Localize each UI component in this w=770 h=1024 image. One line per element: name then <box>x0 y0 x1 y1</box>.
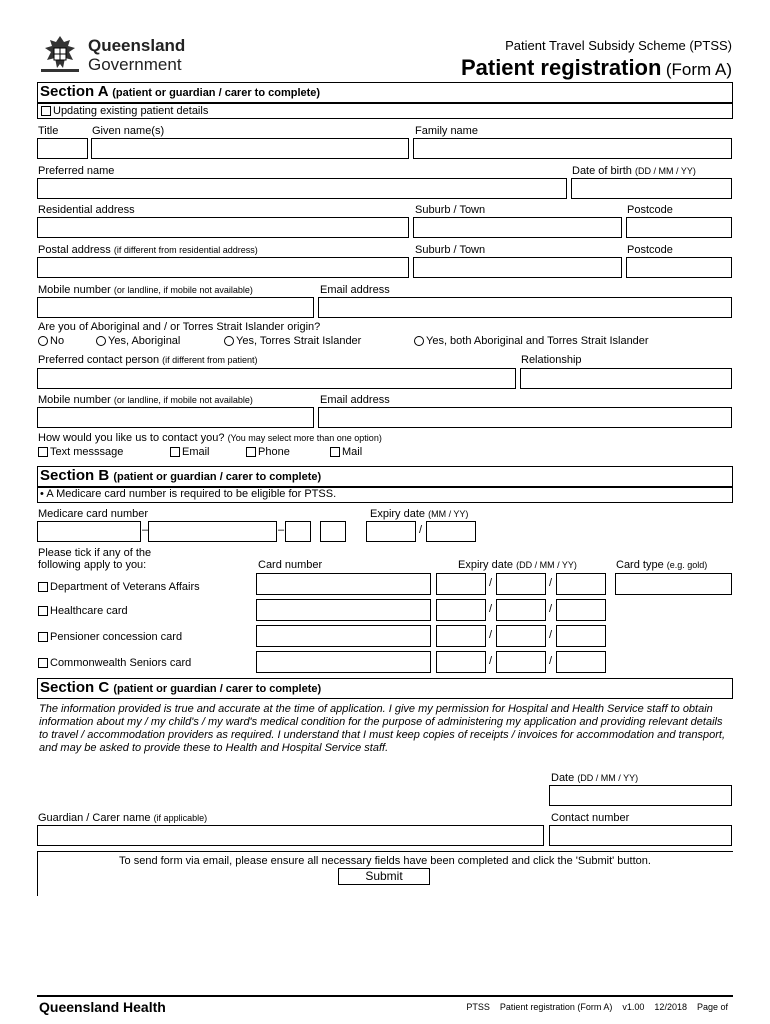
res-postcode-field[interactable] <box>626 217 732 238</box>
contact-person-label: Preferred contact person (if different from patient) <box>38 354 258 366</box>
dva-expiry-mm[interactable] <box>496 573 546 595</box>
contact-phone-label: Phone <box>258 446 290 458</box>
origin-no-radio[interactable] <box>38 336 48 346</box>
title-label: Title <box>38 125 59 137</box>
contact-mobile-label: Mobile number (or landline, if mobile not available) <box>38 394 253 406</box>
title-main: Patient registration <box>460 55 662 80</box>
contact-text-checkbox[interactable] <box>38 447 48 457</box>
contact-mail-label: Mail <box>342 446 363 458</box>
origin-no-label: No <box>50 335 65 347</box>
healthcare-expiry-yy[interactable] <box>556 599 606 621</box>
healthcare-card-number[interactable] <box>256 599 431 621</box>
dva-label: Department of Veterans Affairs <box>50 581 200 593</box>
card-type-label: Card type (e.g. gold) <box>616 559 708 571</box>
page-title <box>461 55 732 81</box>
contact-email-field[interactable] <box>318 407 732 428</box>
qld-government-logo <box>37 34 83 74</box>
seniors-card-number[interactable] <box>256 651 431 673</box>
pensioner-expiry-yy[interactable] <box>556 625 606 647</box>
contact-number-label: Contact number <box>551 812 630 824</box>
medicare-part1[interactable] <box>37 521 141 542</box>
section-b-title: Section B (patient or guardian / carer to complete) <box>40 467 322 484</box>
updating-checkbox[interactable] <box>41 106 51 116</box>
medicare-number-label: Medicare card number <box>38 508 149 520</box>
relationship-field[interactable] <box>520 368 732 389</box>
dob-label: Date of birth (DD / MM / YY) <box>572 165 696 177</box>
res-suburb-label: Suburb / Town <box>415 204 486 216</box>
contact-mobile-field[interactable] <box>37 407 314 428</box>
brand-line2: Government <box>88 55 182 74</box>
contact-email-checkbox[interactable] <box>170 447 180 457</box>
submit-button[interactable]: Submit <box>338 868 430 885</box>
mobile-field[interactable] <box>37 297 314 318</box>
email-field[interactable] <box>318 297 732 318</box>
footer-info: PTSS Patient registration (Form A) v1.00 12/2018 Page of <box>466 1002 728 1012</box>
preferred-name-label: Preferred name <box>38 165 115 177</box>
contact-person-field[interactable] <box>37 368 516 389</box>
contact-method-question: How would you like us to contact you? (You may select more than one option) <box>38 432 382 444</box>
family-name-label: Family name <box>415 125 478 137</box>
title-form: (Form A) <box>665 60 732 79</box>
seniors-expiry-yy[interactable] <box>556 651 606 673</box>
seniors-label: Commonwealth Seniors card <box>50 657 192 669</box>
footer-rule <box>37 995 733 997</box>
declaration-text: The information provided is true and accurate at the time of application. I give my permission for Hospital and Health Service staff to obtain information about my / my child's / my ward's medical condition for the purpose of administering my application and providing relevant details to travel / accommodation providers as required. I understand that I must keep copies of receipts / invoices for accommodation and transport, and may be asked to provide these to Health and Hospital Service staff. <box>39 703 726 754</box>
healthcare-expiry-dd[interactable] <box>436 599 486 621</box>
card-number-label: Card number <box>258 559 323 571</box>
postal-postcode-label: Postcode <box>627 244 673 256</box>
dva-expiry-dd[interactable] <box>436 573 486 595</box>
brand-line1: Queensland <box>88 36 186 55</box>
guardian-name-field[interactable] <box>37 825 544 846</box>
origin-aboriginal-radio[interactable] <box>96 336 106 346</box>
mobile-label: Mobile number (or landline, if mobile not available) <box>38 284 253 296</box>
pensioner-label: Pensioner concession card <box>50 631 183 643</box>
contact-number-field[interactable] <box>549 825 732 846</box>
medicare-expiry-yy[interactable] <box>426 521 476 542</box>
healthcare-expiry-mm[interactable] <box>496 599 546 621</box>
postal-address-label: Postal address (if different from residential address) <box>38 244 258 256</box>
contact-phone-checkbox[interactable] <box>246 447 256 457</box>
residential-address-label: Residential address <box>38 204 135 216</box>
medicare-note: • A Medicare card number is required to be eligible for PTSS. <box>40 488 337 500</box>
tick-line2: following apply to you: <box>38 559 147 571</box>
email-label: Email address <box>320 284 390 296</box>
updating-label: Updating existing patient details <box>53 105 209 117</box>
tick-line1: Please tick if any of the <box>38 547 152 559</box>
contact-email-label: Email address <box>320 394 390 406</box>
residential-address-field[interactable] <box>37 217 409 238</box>
medicare-part2[interactable] <box>148 521 277 542</box>
seniors-expiry-mm[interactable] <box>496 651 546 673</box>
origin-tsi-radio[interactable] <box>224 336 234 346</box>
dva-checkbox[interactable] <box>38 582 48 592</box>
submit-instruction: To send form via email, please ensure all necessary fields have been completed and click the 'Submit' button. <box>119 855 651 867</box>
date-label: Date (DD / MM / YY) <box>551 772 639 784</box>
dva-card-number[interactable] <box>256 573 431 595</box>
family-name-field[interactable] <box>413 138 732 159</box>
origin-aboriginal-label: Yes, Aboriginal <box>108 335 181 347</box>
postal-suburb-label: Suburb / Town <box>415 244 486 256</box>
medicare-irn[interactable] <box>320 521 346 542</box>
medicare-expiry-mm[interactable] <box>366 521 416 542</box>
preferred-name-field[interactable] <box>37 178 567 199</box>
origin-question: Are you of Aboriginal and / or Torres Strait Islander origin? <box>38 321 321 333</box>
card-expiry-label: Expiry date (DD / MM / YY) <box>458 559 577 571</box>
contact-email-option-label: Email <box>182 446 210 458</box>
healthcare-label: Healthcare card <box>50 605 128 617</box>
origin-both-label: Yes, both Aboriginal and Torres Strait Islander <box>426 335 649 347</box>
title-field[interactable] <box>37 138 88 159</box>
origin-both-radio[interactable] <box>414 336 424 346</box>
pensioner-checkbox[interactable] <box>38 632 48 642</box>
postal-postcode-field[interactable] <box>626 257 732 278</box>
section-a-title: Section A (patient or guardian / carer to complete) <box>40 83 321 100</box>
dob-field[interactable] <box>571 178 732 199</box>
res-suburb-field[interactable] <box>413 217 622 238</box>
relationship-label: Relationship <box>521 354 582 366</box>
origin-tsi-label: Yes, Torres Strait Islander <box>236 335 362 347</box>
date-field[interactable] <box>549 785 732 806</box>
contact-mail-checkbox[interactable] <box>330 447 340 457</box>
given-names-label: Given name(s) <box>92 125 165 137</box>
dva-expiry-yy[interactable] <box>556 573 606 595</box>
medicare-expiry-label: Expiry date (MM / YY) <box>370 508 469 520</box>
seniors-expiry-dd[interactable] <box>436 651 486 673</box>
res-postcode-label: Postcode <box>627 204 673 216</box>
given-names-field[interactable] <box>91 138 409 159</box>
guardian-name-label: Guardian / Carer name (if applicable) <box>38 812 208 824</box>
footer-org: Queensland Health <box>39 999 166 1015</box>
pensioner-expiry-mm[interactable] <box>496 625 546 647</box>
section-c-title: Section C (patient or guardian / carer to complete) <box>40 679 322 696</box>
contact-text-label: Text messsage <box>50 446 124 458</box>
dva-card-type[interactable] <box>615 573 732 595</box>
pensioner-card-number[interactable] <box>256 625 431 647</box>
medicare-part3[interactable] <box>285 521 311 542</box>
postal-address-field[interactable] <box>37 257 409 278</box>
scheme-name: Patient Travel Subsidy Scheme (PTSS) <box>505 38 732 53</box>
pensioner-expiry-dd[interactable] <box>436 625 486 647</box>
seniors-checkbox[interactable] <box>38 658 48 668</box>
healthcare-checkbox[interactable] <box>38 606 48 616</box>
postal-suburb-field[interactable] <box>413 257 622 278</box>
